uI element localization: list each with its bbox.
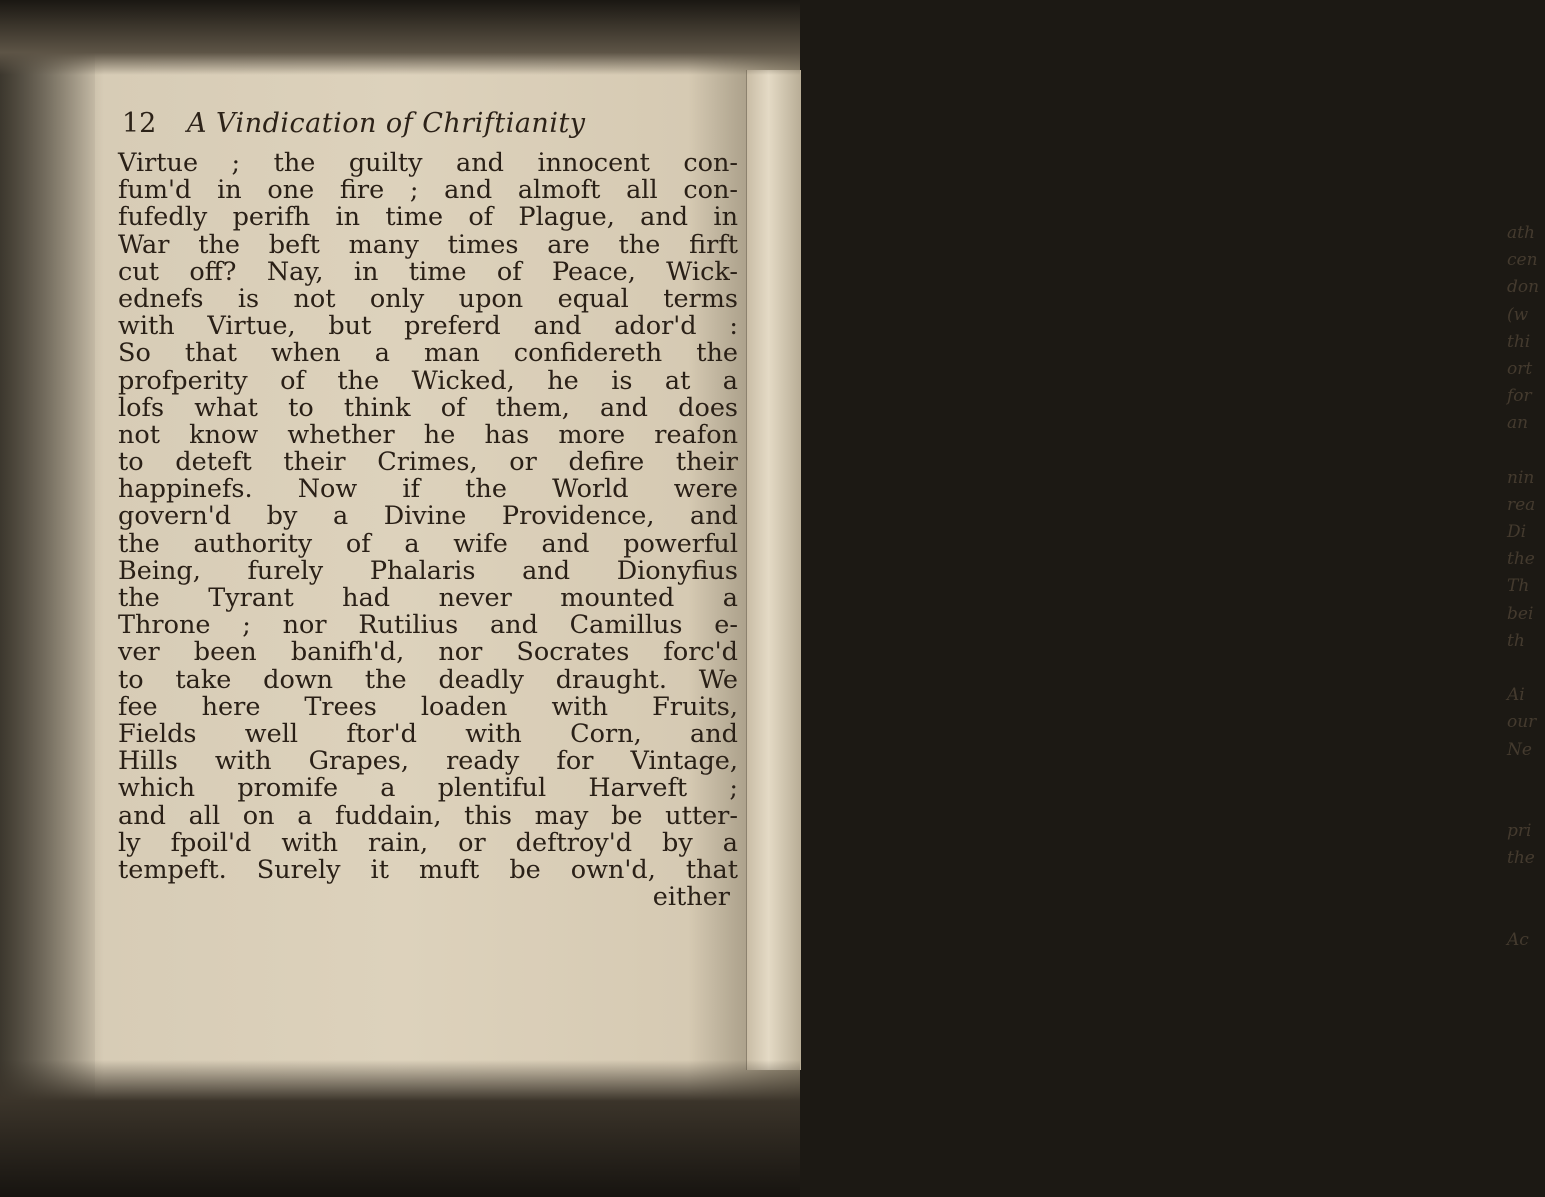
edge-fragment: don xyxy=(1507,277,1540,298)
text-line: ednefs is not only upon equal terms xyxy=(118,283,738,314)
edge-fragment xyxy=(1507,764,1545,791)
edge-fragment: Ai xyxy=(1507,685,1525,706)
text-line: not know whether he has more reafon xyxy=(118,419,738,450)
text-line: happinefs. Now if the World were xyxy=(118,474,738,505)
edge-fragment: th xyxy=(1507,630,1525,651)
gutter-shadow xyxy=(0,0,95,1197)
top-shadow xyxy=(0,0,800,75)
edge-fragment: thi xyxy=(1507,331,1531,352)
running-header xyxy=(122,108,722,139)
edge-fragment: an xyxy=(1507,413,1529,434)
text-line: to take down the deadly draught. We xyxy=(118,664,738,695)
edge-fragment xyxy=(1507,900,1545,927)
edge-fragment xyxy=(1507,873,1545,900)
text-line: Fields well ftor'd with Corn, and xyxy=(118,718,738,749)
edge-fragment: cen xyxy=(1507,250,1538,271)
edge-fragment: for xyxy=(1507,386,1532,407)
text-line: fufedly perifh in time of Plague, and in xyxy=(118,202,738,233)
facing-page-edge xyxy=(746,70,1540,1070)
edge-fragment: Th xyxy=(1507,576,1530,597)
edge-fragment: Di xyxy=(1507,522,1527,543)
text-line: to deteft their Crimes, or defire their xyxy=(118,447,738,478)
text-line: with Virtue, but preferd and ador'd : xyxy=(118,311,738,342)
text-line: Being, furely Phalaris and Dionyfius xyxy=(118,555,738,586)
text-line: lofs what to think of them, and does xyxy=(118,392,738,423)
edge-fragment: (w xyxy=(1507,304,1529,325)
text-line: the authority of a wife and powerful xyxy=(118,528,738,559)
text-line: profperity of the Wicked, he is at a xyxy=(118,365,738,396)
edge-fragment: pri xyxy=(1507,821,1532,842)
edge-fragment: ath xyxy=(1507,223,1535,243)
text-line: fee here Trees loaden with Fruits, xyxy=(118,691,738,722)
bottom-shadow xyxy=(0,1060,800,1197)
page-number: 12 xyxy=(122,108,157,139)
text-line: Throne ; nor Rutilius and Camillus e- xyxy=(118,610,738,641)
edge-fragment xyxy=(1507,791,1545,818)
text-line: ly fpoil'd with rain, or deftroy'd by a xyxy=(118,827,738,858)
text-line: cut off? Nay, in time of Peace, Wick- xyxy=(118,256,738,287)
text-line: ver been banifh'd, nor Socrates forc'd xyxy=(118,637,738,668)
text-line: which promife a plentiful Harveft ; xyxy=(118,773,738,804)
text-line: War the beft many times are the firft xyxy=(118,229,738,260)
edge-fragment xyxy=(1507,655,1545,682)
edge-fragment: bei xyxy=(1507,603,1534,624)
catchword: either xyxy=(652,882,730,913)
edge-fragment: ort xyxy=(1507,358,1533,379)
text-line: tempeft. Surely it muft be own'd, that xyxy=(118,854,738,885)
edge-fragment: the xyxy=(1507,848,1535,869)
edge-fragment: rea xyxy=(1507,494,1536,515)
text-line: the Tyrant had never mounted a xyxy=(118,583,738,613)
text-line: fum'd in one fire ; and almoft all con- xyxy=(118,175,738,206)
text-line: and all on a fuddain, this may be utter- xyxy=(118,800,738,831)
text-line: So that when a man confidereth the xyxy=(118,338,738,369)
text-line: Virtue ; the guilty and innocent con- xyxy=(118,148,738,178)
text-line: Hills with Grapes, ready for Vintage, xyxy=(118,746,738,777)
edge-fragment: nin xyxy=(1507,467,1535,488)
text-line: govern'd by a Divine Providence, and xyxy=(118,501,738,532)
edge-fragment: the xyxy=(1507,549,1535,570)
edge-fragment xyxy=(1507,438,1545,465)
edge-fragment: our xyxy=(1507,712,1537,733)
edge-fragment: Ne xyxy=(1507,739,1532,760)
edge-fragment: Ac xyxy=(1507,929,1529,950)
facing-page-fragments xyxy=(1507,220,1545,954)
body-text xyxy=(118,150,738,911)
running-title: A Vindication of Chriftianity xyxy=(186,108,586,139)
